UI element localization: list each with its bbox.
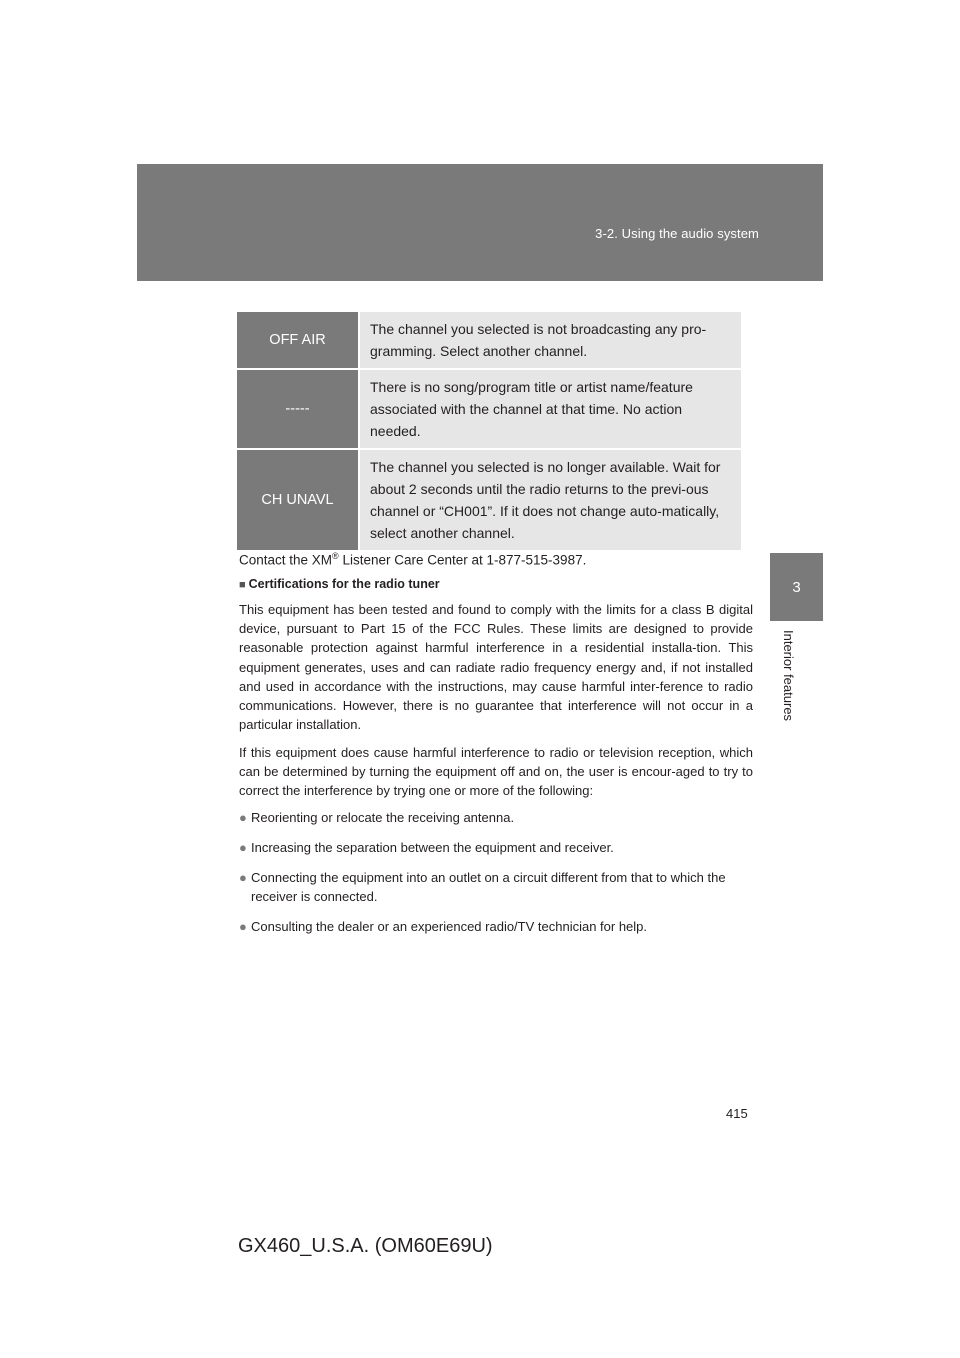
list-item — [239, 808, 753, 827]
status-code: OFF AIR — [237, 312, 358, 370]
bullet-dot-icon: ● — [239, 919, 247, 934]
chapter-label: Interior features — [781, 630, 796, 722]
certifications-paragraph-2: If this equipment does cause harmful interference to radio or television reception, which can be determined by turning the equipment off and on, the user is encour-aged to try to correct the interference by trying one or more of the following: — [239, 745, 753, 799]
status-description: The channel you selected is not broadcasting any pro-gramming. Select another channel. — [358, 312, 741, 370]
contact-suffix: Listener Care Center at 1-877-515-3987. — [338, 552, 587, 568]
list-item — [239, 917, 753, 936]
list-item — [239, 838, 753, 857]
list-item-text: Increasing the separation between the equipment and receiver. — [251, 840, 614, 855]
registered-mark: ® — [332, 551, 339, 561]
bullet-dot-icon: ● — [239, 840, 247, 855]
table-row — [237, 370, 741, 450]
list-item-text: Consulting the dealer or an experienced radio/TV technician for help. — [251, 919, 648, 934]
header-band — [137, 164, 823, 281]
list-item — [239, 868, 753, 906]
table-row — [237, 312, 741, 370]
status-description: The channel you selected is no longer available. Wait for about 2 seconds until the radio returns to the previ-ous channel or “CH001”. If it does not change auto-matically, select another channel. — [358, 450, 741, 552]
list-item-text: Reorienting or relocate the receiving antenna. — [251, 810, 515, 825]
table-row — [237, 450, 741, 552]
bullet-list — [239, 808, 753, 947]
bullet-dot-icon: ● — [239, 810, 247, 825]
status-table — [237, 312, 741, 552]
status-code: CH UNAVL — [237, 450, 358, 552]
page-number: 415 — [726, 1106, 748, 1121]
chapter-tab[interactable] — [770, 553, 823, 621]
status-code: ----- — [237, 370, 358, 450]
square-bullet-icon: ■ — [239, 579, 246, 591]
contact-line — [239, 547, 753, 570]
document-code: GX460_U.S.A. (OM60E69U) — [238, 1235, 493, 1257]
heading-text: Certifications for the radio tuner — [248, 577, 440, 591]
list-item-text: Connecting the equipment into an outlet on a circuit different from that to which the receiver is connected. — [251, 870, 726, 904]
bullet-dot-icon: ● — [239, 870, 247, 885]
section-title: 3-2. Using the audio system — [595, 226, 759, 241]
certifications-paragraph-1: This equipment has been tested and found to comply with the limits for a class B digital device, pursuant to Part 15 of the FCC Rules. These limits are designed to provide reasonable protection against harmful interference in a residential installa-tion. This equipment generates, uses and can radiate radio frequency energy and, if not installed and used in accordance with the instructions, may cause harmful inter-ference to radio communications. However, there is no guarantee that interference will not occur in a particular installation. — [239, 602, 753, 733]
certifications-heading — [239, 575, 753, 595]
chapter-number: 3 — [792, 578, 801, 596]
status-description: There is no song/program title or artist name/feature associated with the channel at that time. No action needed. — [358, 370, 741, 450]
contact-prefix: Contact the XM — [239, 552, 333, 568]
